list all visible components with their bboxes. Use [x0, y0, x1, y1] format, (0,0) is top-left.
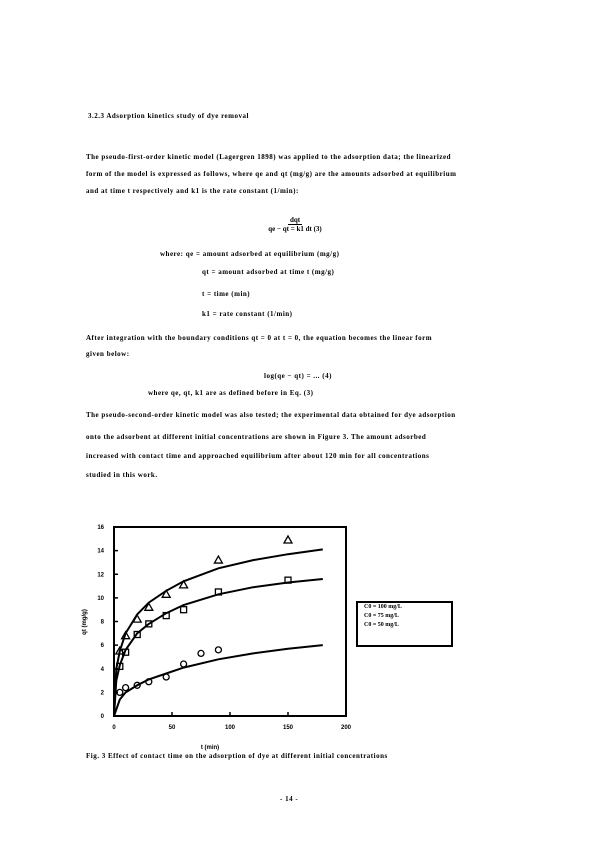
equation-2-definition: where qe, qt, k1 are as defined before in Eq. (3)	[148, 389, 314, 397]
y-tick-label: 4	[100, 666, 104, 673]
y-tick-label: 14	[97, 548, 104, 555]
x-tick-label: 150	[282, 725, 294, 731]
legend-entry: C0 = 100 mg/L	[364, 604, 402, 610]
series-fit-line	[114, 549, 323, 716]
paragraph-line: studied in this work.	[86, 471, 158, 479]
paragraph-line: The pseudo-first-order kinetic model (Lagergren 1898) was applied to the adsorption data; the linearized	[86, 153, 451, 161]
y-tick-label: 6	[100, 643, 104, 650]
section-heading: 3.2.3 Adsorption kinetics study of dye removal	[88, 112, 249, 120]
data-point	[181, 661, 187, 667]
data-point	[163, 674, 169, 680]
chart-legend	[356, 601, 453, 647]
y-tick-label: 8	[100, 619, 104, 626]
paragraph-line: given below:	[86, 350, 130, 358]
equation-2: log(qe − qt) = ... (4)	[264, 372, 332, 380]
paragraph-line: increased with contact time and approached equilibrium after about 120 min for all concentrations	[86, 452, 430, 460]
y-tick-label: 10	[97, 595, 104, 602]
equation-1-denominator: qe − qt = k1 dt	[268, 225, 312, 233]
x-tick-label: 50	[168, 725, 176, 731]
data-point	[215, 647, 221, 653]
y-tick-label: 2	[100, 690, 104, 697]
paragraph-line: The pseudo-second-order kinetic model was also tested; the experimental data obtained for dye adsorption	[86, 411, 456, 419]
x-tick-label: 200	[340, 725, 352, 731]
definition-line: qt = amount adsorbed at time t (mg/g)	[202, 268, 335, 276]
x-axis-label: t (min)	[200, 745, 220, 751]
page-number: - 14 -	[280, 795, 299, 803]
legend-entry: C0 = 50 mg/L	[364, 622, 399, 628]
series-fit-line	[114, 645, 323, 716]
paragraph-line: onto the adsorbent at different initial concentrations are shown in Figure 3. The amount adsorbed	[86, 433, 427, 441]
figure-caption: Fig. 3 Effect of contact time on the adsorption of dye at different initial concentrations	[86, 752, 388, 760]
y-tick-label: 16	[97, 525, 104, 531]
definition-line: t = time (min)	[202, 290, 251, 298]
data-point	[214, 556, 222, 563]
x-tick-label: 100	[224, 725, 236, 731]
y-tick-label: 12	[97, 572, 104, 579]
y-tick-label: 0	[100, 714, 104, 720]
equation-1-number: (3)	[313, 225, 322, 233]
x-tick-label: 0	[112, 725, 116, 731]
data-point	[181, 607, 187, 613]
definition-line: k1 = rate constant (1/min)	[202, 310, 293, 318]
definition-line: where: qe = amount adsorbed at equilibrium (mg/g)	[160, 250, 340, 258]
data-point	[198, 650, 204, 656]
data-point	[284, 536, 292, 543]
equation-1-numerator: dqt	[289, 216, 301, 224]
paragraph-line: and at time t respectively and k1 is the rate constant (1/min):	[86, 187, 299, 195]
paragraph-line: form of the model is expressed as follows, where qe and qt (mg/g) are the amounts adsorbed at equilibrium	[86, 170, 457, 178]
y-axis-label: qt (mg/g)	[82, 609, 88, 635]
data-point	[123, 685, 129, 691]
paragraph-line: After integration with the boundary conditions qt = 0 at t = 0, the equation becomes the linear form	[86, 334, 433, 342]
legend-entry: C0 = 75 mg/L	[364, 613, 399, 619]
